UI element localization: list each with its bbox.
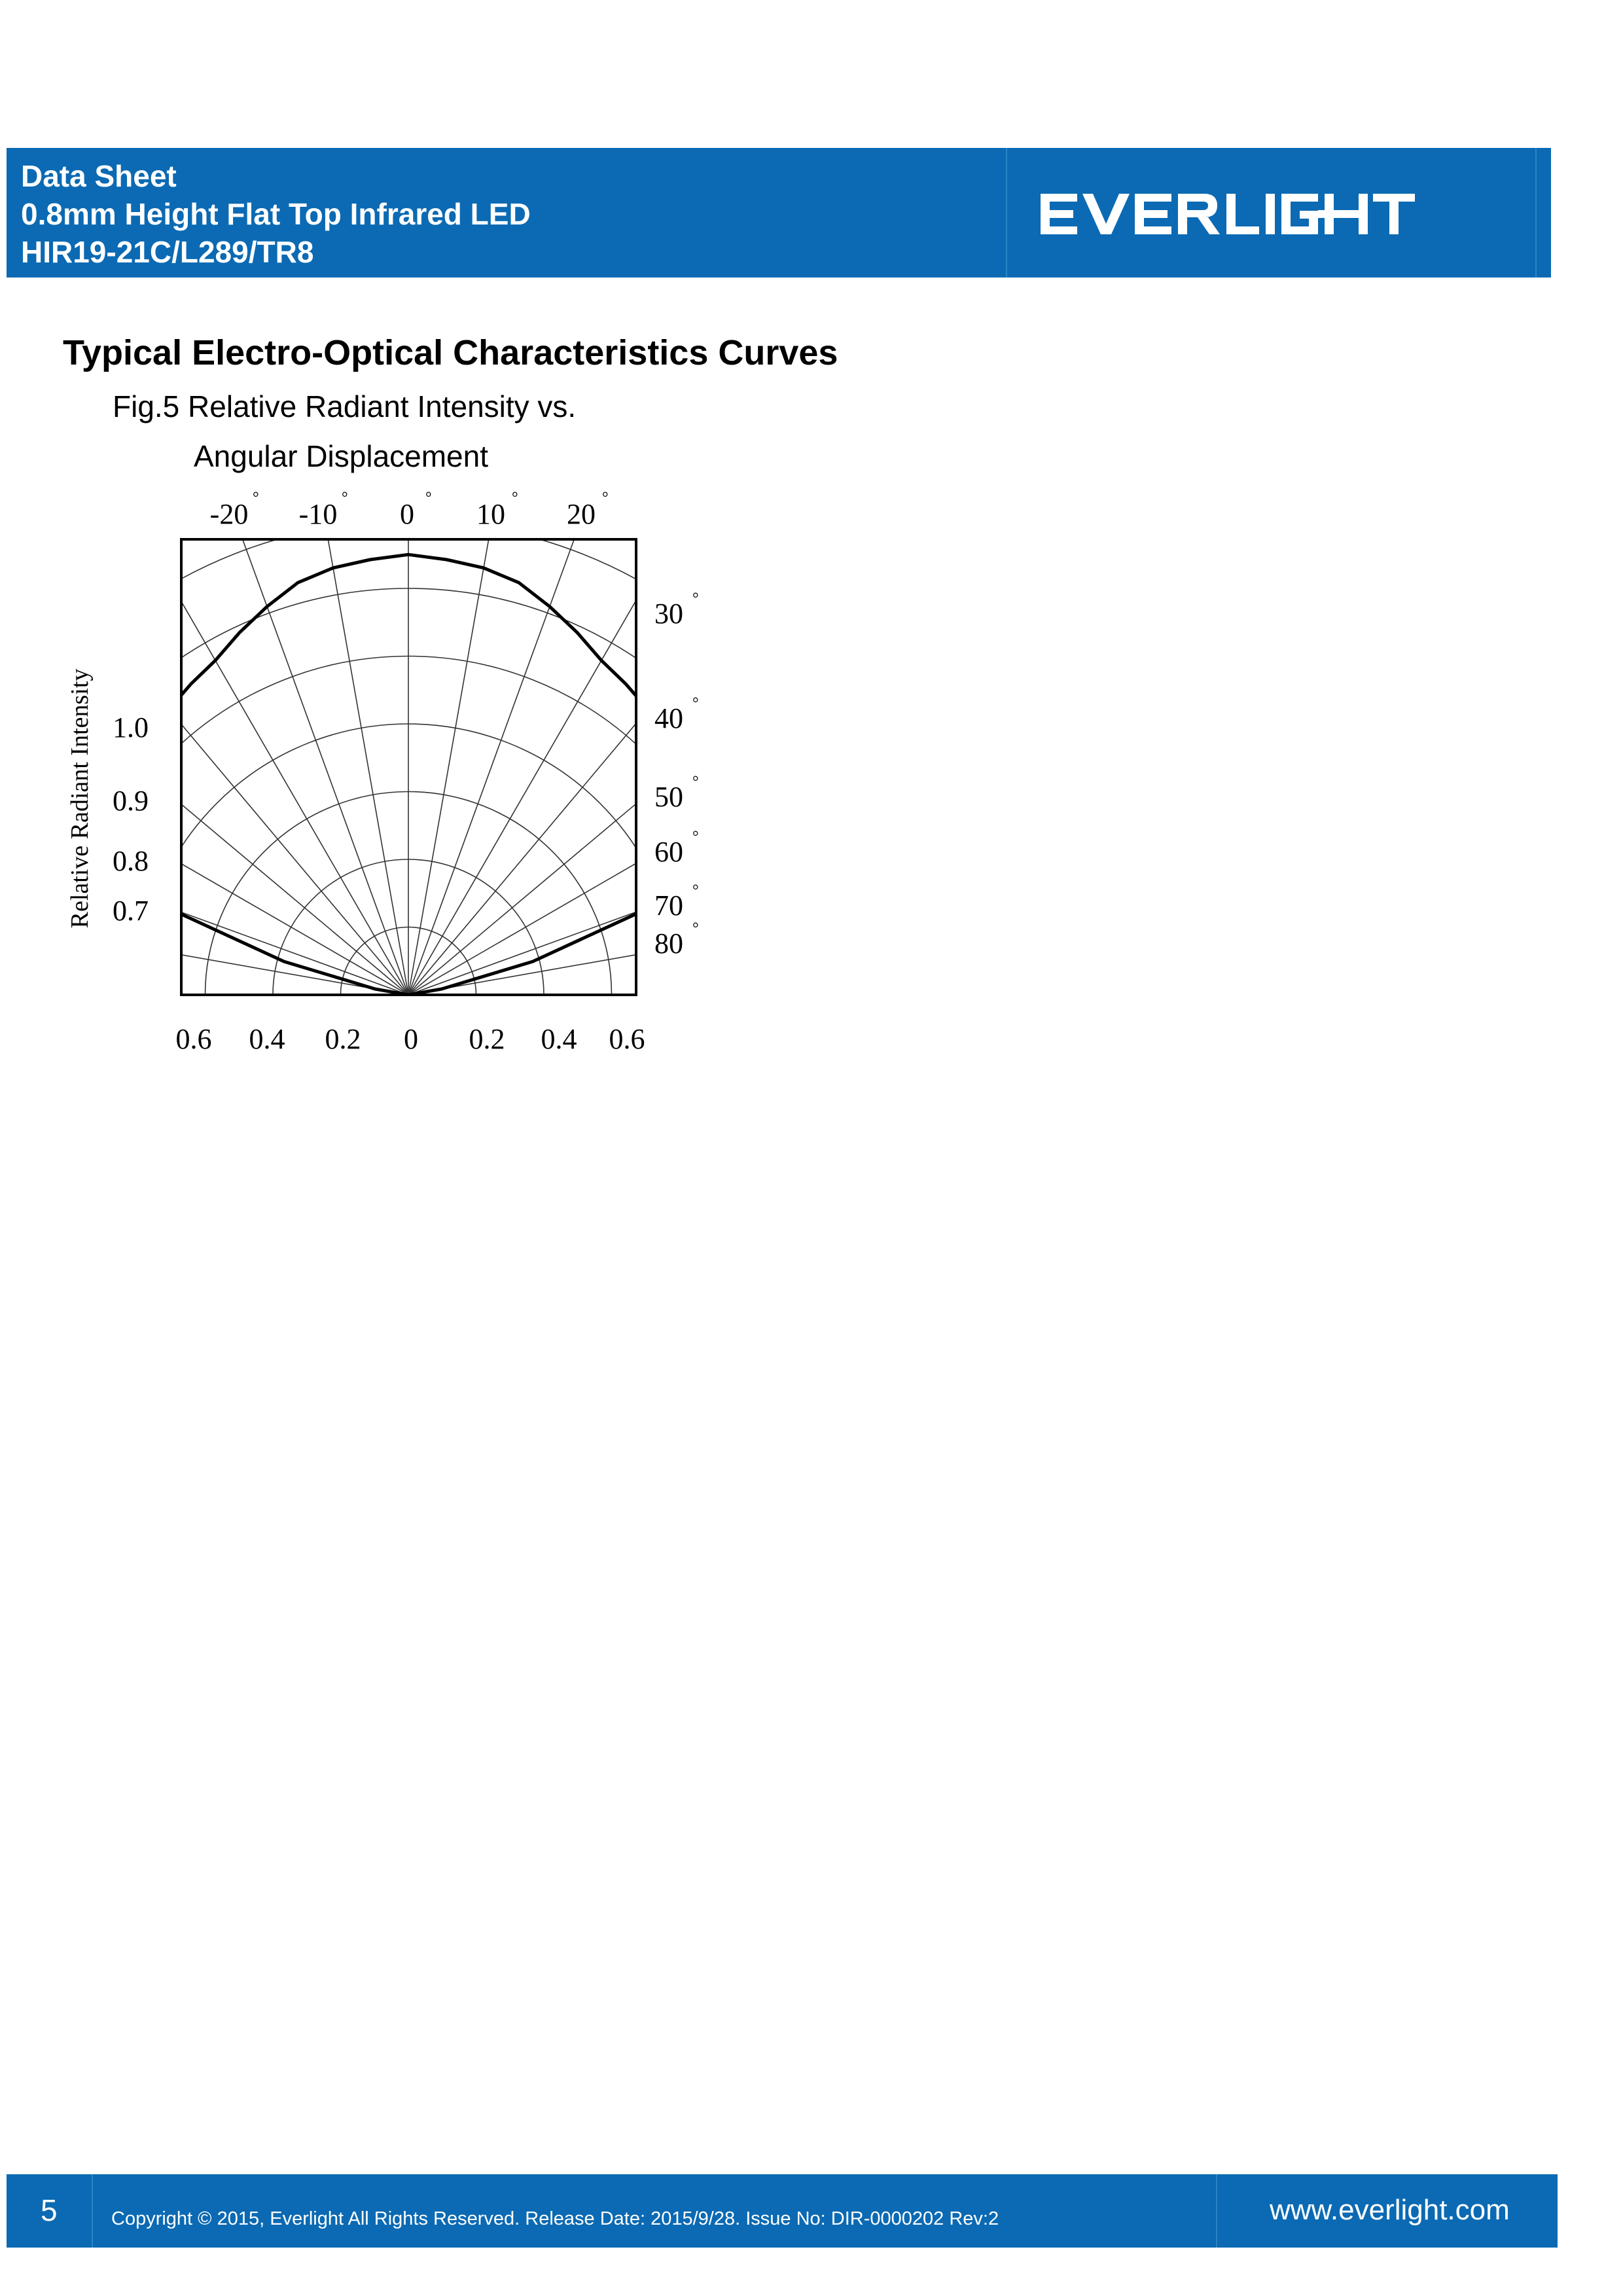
degree-symbol: ° [692,774,699,791]
polar-chart-svg [52,484,733,1073]
grid-radial [52,484,408,995]
right-angle-label-text: 70 [654,889,683,922]
header-divider [1006,148,1007,278]
right-angle-label-text: 30 [654,598,683,630]
right-angle-label-text: 40 [654,702,683,734]
right-angle-label-text: 50 [654,781,683,813]
logo-text: EVERLIGHT [1041,186,1044,187]
x-tick-label: 0.4 [541,1023,577,1055]
degree-symbol: ° [692,695,699,712]
footer-divider-left [92,2174,93,2248]
x-tick-label: 0.2 [325,1023,361,1055]
grid-radial [408,537,733,995]
footer-banner [7,2174,1558,2248]
x-tick-label: 0.6 [609,1023,645,1055]
grid-radial [52,836,408,995]
intensity-label: 0.7 [113,895,149,927]
top-angle-label [299,490,348,530]
degree-symbol: ° [692,829,699,846]
header-text-block [21,157,531,271]
grid-radial [52,484,408,995]
right-angle-label [654,774,699,813]
grid-radial [52,484,408,995]
header-banner [7,148,1551,278]
degree-symbol: ° [512,490,518,507]
x-tick-label: 0 [404,1023,418,1055]
grid-arc [52,521,733,995]
right-angle-label [654,590,699,630]
polar-grid [52,484,733,995]
product-description: 0.8mm Height Flat Top Infrared LED [21,197,531,231]
intensity-label: 1.0 [113,711,149,744]
section-title: Typical Electro-Optical Characteristics Curves [63,333,838,372]
right-angle-label-text: 80 [654,927,683,960]
degree-symbol: ° [425,490,432,507]
x-tick-label: 0.6 [175,1023,212,1055]
intensity-label: 0.9 [113,785,149,817]
top-angle-label [400,490,432,530]
top-angle-label-text: -20 [209,498,249,530]
grid-radial [408,484,567,995]
x-tick-label: 0.2 [469,1023,505,1055]
footer-divider-right [1216,2174,1217,2248]
intensity-label: 0.8 [113,845,149,877]
copyright-text: Copyright © 2015, Everlight All Rights Reserved. Release Date: 2015/9/28. Issue No: DIR-0000202 Rev:2 [111,2208,999,2229]
part-number: HIR19-21C/L289/TR8 [21,235,314,269]
top-angle-label [567,490,609,530]
degree-symbol: ° [692,882,699,899]
top-angle-label-text: 10 [476,498,505,530]
grid-arc [52,588,733,995]
degree-symbol: ° [253,490,259,507]
right-angle-label [654,882,699,922]
top-angle-label [476,490,518,530]
right-angle-label [654,920,699,960]
degree-symbol: ° [602,490,609,507]
right-angle-label-text: 60 [654,836,683,868]
figure-caption-line1: Fig.5 Relative Radiant Intensity vs. [113,389,577,423]
top-angle-label [210,490,259,530]
grid-radial [52,681,408,995]
degree-symbol: ° [692,920,699,937]
x-tick-label: 0.4 [249,1023,285,1055]
doc-type: Data Sheet [21,159,177,193]
website-link[interactable]: www.everlight.com [1270,2194,1510,2226]
polar-chart [52,484,733,1073]
grid-arc [70,656,734,996]
everlight-logo [1041,186,1433,242]
top-angle-label-text: 0 [400,498,414,530]
degree-symbol: ° [692,590,699,607]
right-angle-label [654,829,699,868]
grid-radial [249,484,408,995]
right-angle-label [654,695,699,734]
degree-symbol: ° [342,490,348,507]
figure-caption-line2: Angular Displacement [194,439,489,473]
y-axis-title: Relative Radiant Intensity [66,668,94,929]
page-number: 5 [41,2193,58,2227]
top-angle-label-text: -10 [298,498,338,530]
grid-radial [52,537,408,995]
top-angle-label-text: 20 [567,498,596,530]
header-divider-right [1535,148,1537,278]
